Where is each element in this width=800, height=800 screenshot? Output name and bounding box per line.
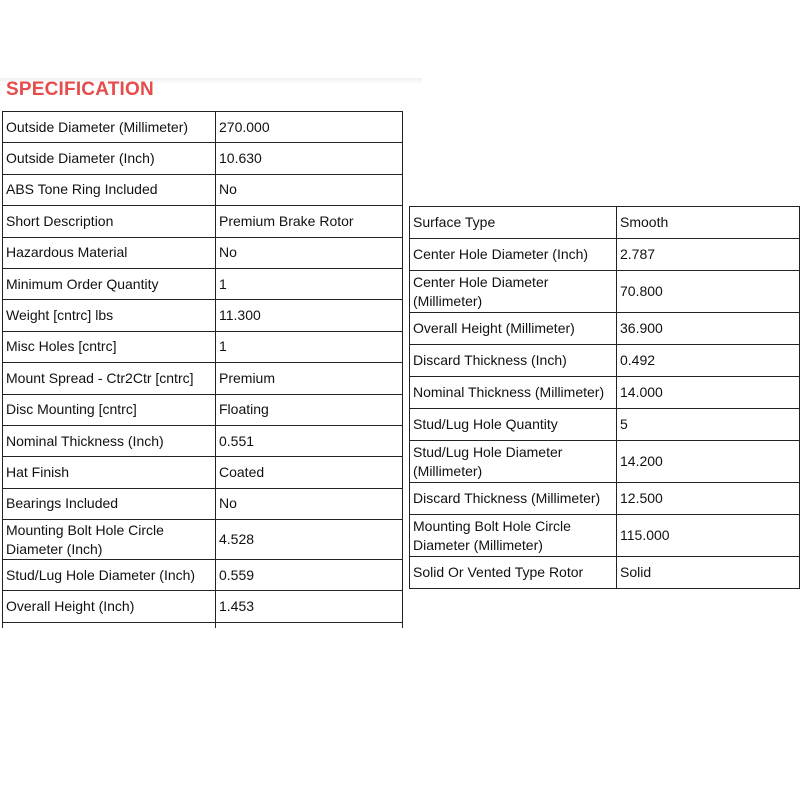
table-row [3, 112, 403, 143]
table-row [410, 483, 800, 515]
spec-value: 10.630 [216, 143, 403, 174]
table-row [3, 425, 403, 456]
spec-label: Overall Height (Millimeter) [410, 313, 617, 345]
spec-label: Stud/Lug Hole Diameter (Millimeter) [410, 441, 617, 483]
table-row [410, 271, 800, 313]
table-row [3, 206, 403, 237]
spec-label: Discard Thickness (Millimeter) [410, 483, 617, 515]
spec-label: Center Hole Diameter (Inch) [410, 239, 617, 271]
table-row [410, 345, 800, 377]
table-row [410, 515, 800, 557]
spec-label: Minimum Order Quantity [3, 268, 216, 299]
spec-label: Nominal Thickness (Inch) [3, 425, 216, 456]
table-row [3, 488, 403, 519]
spec-value: Coated [216, 457, 403, 488]
spec-table-left [2, 111, 403, 628]
spec-value: 1 [216, 268, 403, 299]
spec-label: Disc Mounting [cntrc] [3, 394, 216, 425]
table-row [410, 313, 800, 345]
spec-value: No [216, 237, 403, 268]
table-row [410, 377, 800, 409]
table-row [3, 457, 403, 488]
table-row [3, 394, 403, 425]
spec-value: 11.300 [216, 300, 403, 331]
table-row [3, 591, 403, 622]
page-title: SPECIFICATION [6, 79, 154, 100]
spec-label: ABS Tone Ring Included [3, 174, 216, 205]
spec-value: 115.000 [617, 515, 800, 557]
spec-label: Stud/Lug Hole Quantity [410, 409, 617, 441]
spec-label: Nominal Thickness (Millimeter) [410, 377, 617, 409]
table-row [410, 409, 800, 441]
spec-value: 0.492 [617, 345, 800, 377]
spec-value: 14.200 [617, 441, 800, 483]
table-row [410, 441, 800, 483]
spec-value: Floating [216, 394, 403, 425]
spec-label: Surface Type [410, 207, 617, 239]
table-row [3, 560, 403, 591]
table-row [410, 207, 800, 239]
table-row [410, 239, 800, 271]
spec-value: 0.551 [216, 425, 403, 456]
table-row [3, 237, 403, 268]
spec-label: Weight [cntrc] lbs [3, 300, 216, 331]
table-row [3, 174, 403, 205]
spec-label: Outside Diameter (Millimeter) [3, 112, 216, 143]
spec-label: Discard Thickness (Inch) [410, 345, 617, 377]
spec-label: Short Description [3, 206, 216, 237]
spec-value: 1.453 [216, 591, 403, 622]
spec-value: 5 [617, 409, 800, 441]
spec-label: Mount Spread - Ctr2Ctr [cntrc] [3, 363, 216, 394]
spec-table-right [409, 206, 800, 589]
spec-value: 36.900 [617, 313, 800, 345]
spec-value: 270.000 [216, 112, 403, 143]
spec-label: Outside Diameter (Inch) [3, 143, 216, 174]
table-row [410, 557, 800, 589]
spec-value: 0.559 [216, 560, 403, 591]
spec-label: Stud/Lug Hole Diameter (Inch) [3, 560, 216, 591]
table-row [3, 331, 403, 362]
table-row [3, 520, 403, 560]
spec-label: Mounting Bolt Hole Circle Diameter (Millimeter) [410, 515, 617, 557]
spec-value: Smooth [617, 207, 800, 239]
spec-label: Mounting Bolt Hole Circle Diameter (Inch) [3, 520, 216, 560]
table-row [3, 300, 403, 331]
spec-value: 12.500 [617, 483, 800, 515]
table-row [3, 143, 403, 174]
spec-label: Hazardous Material [3, 237, 216, 268]
spec-value: 1 [216, 331, 403, 362]
spec-value: Solid [617, 557, 800, 589]
spec-label: Overall Height (Inch) [3, 591, 216, 622]
spec-label: Bearings Included [3, 488, 216, 519]
spec-value: Premium [216, 363, 403, 394]
spec-value: 14.000 [617, 377, 800, 409]
spec-label: Misc Holes [cntrc] [3, 331, 216, 362]
spec-label: Center Hole Diameter (Millimeter) [410, 271, 617, 313]
table-row [3, 268, 403, 299]
spec-value: No [216, 488, 403, 519]
spec-value: 2.787 [617, 239, 800, 271]
table-row-cut [3, 622, 403, 628]
spec-label: Solid Or Vented Type Rotor [410, 557, 617, 589]
spec-value: 70.800 [617, 271, 800, 313]
table-row [3, 363, 403, 394]
spec-label: Hat Finish [3, 457, 216, 488]
spec-value: 4.528 [216, 520, 403, 560]
spec-value: No [216, 174, 403, 205]
spec-value: Premium Brake Rotor [216, 206, 403, 237]
empty-cell [216, 622, 403, 628]
empty-cell [3, 622, 216, 628]
